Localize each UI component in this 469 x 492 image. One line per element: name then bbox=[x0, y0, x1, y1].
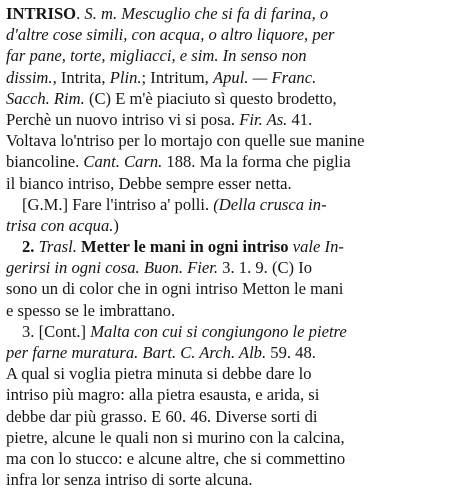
italic-text: S. m. Mescuglio che si fa di farina, o bbox=[84, 4, 329, 23]
entry-line bbox=[6, 67, 462, 88]
body-text: il bianco intriso, Debbe sempre esser netta. bbox=[6, 173, 292, 193]
entry-line bbox=[6, 406, 462, 427]
body-text: 3. 1. 9. (C) Io bbox=[218, 258, 313, 278]
entry-line bbox=[6, 45, 462, 66]
entry-line bbox=[6, 384, 462, 405]
body-text: infra lor senza intriso di sorte alcuna. bbox=[6, 470, 253, 490]
italic-text: Trasl. bbox=[38, 237, 77, 257]
italic-text: d'altre cose simili, con acqua, o altro liquore, per bbox=[6, 25, 335, 45]
italic-text: (Della crusca in- bbox=[213, 194, 327, 214]
body-text: 59. 48. bbox=[266, 343, 316, 362]
italic-text: Fir. As. bbox=[239, 109, 288, 129]
entry-line bbox=[6, 194, 462, 215]
body-text: ; Intritum, bbox=[141, 67, 213, 87]
italic-text: gerirsi in ogni cosa. Buon. Fier. bbox=[6, 258, 219, 278]
entry-line bbox=[6, 342, 462, 363]
body-text: Voltava lo'ntriso per lo mortajo con quelle sue manine bbox=[6, 131, 365, 151]
body-text: biancoline. bbox=[6, 152, 84, 172]
entry-line bbox=[6, 151, 462, 172]
body-text: debbe dar più grasso. E 60. 46. Diverse sorti di bbox=[6, 406, 318, 426]
entry-line bbox=[6, 448, 462, 469]
body-text: sono un di color che in ogni intriso Metton le mani bbox=[6, 279, 344, 299]
entry-line bbox=[6, 278, 462, 299]
entry-line bbox=[6, 3, 462, 24]
entry-line bbox=[6, 427, 462, 448]
italic-text: Apul. — Franc. bbox=[212, 67, 317, 87]
body-text: . bbox=[76, 4, 85, 23]
body-text: 41. bbox=[287, 109, 313, 129]
italic-text: Cant. Carn. bbox=[83, 152, 163, 172]
dictionary-entry-intriso bbox=[6, 3, 462, 490]
entry-line bbox=[6, 173, 462, 194]
entry-line bbox=[6, 109, 462, 130]
entry-line bbox=[6, 215, 462, 236]
body-text: ) bbox=[113, 215, 119, 235]
entry-line bbox=[6, 130, 462, 151]
italic-text: Sacch. Rim. bbox=[6, 88, 85, 108]
headword-text: INTRISO bbox=[6, 4, 77, 23]
headword-text: Metter le mani in ogni intriso bbox=[81, 237, 289, 257]
entry-line bbox=[6, 257, 462, 278]
entry-line bbox=[6, 88, 462, 109]
body-text: 3. [Cont.] bbox=[22, 321, 91, 341]
entry-line bbox=[6, 363, 462, 384]
italic-text: vale In- bbox=[288, 237, 344, 257]
body-text: A qual si voglia pietra minuta si debbe dare lo bbox=[6, 364, 312, 384]
body-text: intriso più magro: alla pietra esausta, e arida, si bbox=[6, 385, 320, 405]
italic-text: dissim. bbox=[6, 67, 53, 87]
body-text: (C) E m'è piaciuto sì questo brodetto, bbox=[84, 88, 337, 108]
body-text: ma con lo stucco: e alcune altre, che si commettino bbox=[6, 448, 346, 468]
italic-text: Malta con cui si congiungono le pietre bbox=[90, 321, 347, 341]
italic-text: trisa con acqua. bbox=[6, 215, 114, 235]
entry-line bbox=[6, 24, 462, 45]
italic-text: per farne muratura. Bart. C. Arch. Alb. bbox=[6, 343, 267, 362]
body-text: Perchè un nuovo intriso vi si posa. bbox=[6, 109, 240, 129]
italic-text: Plin. bbox=[109, 67, 142, 87]
headword-text: 2. bbox=[22, 237, 39, 257]
body-text: pietre, alcune le quali non si murino con la calcina, bbox=[6, 427, 345, 447]
body-text: e spesso se le imbrattano. bbox=[6, 300, 176, 320]
body-text: [G.M.] Fare l'intriso a' polli. bbox=[22, 194, 214, 214]
entry-line bbox=[6, 236, 462, 257]
entry-line bbox=[6, 300, 462, 321]
entry-line bbox=[6, 321, 462, 342]
italic-text: far pane, torte, migliacci, e sim. In senso non bbox=[6, 46, 307, 66]
body-text: 188. Ma la forma che piglia bbox=[162, 152, 351, 172]
entry-line bbox=[6, 469, 462, 490]
body-text: , Intrita, bbox=[52, 67, 110, 87]
